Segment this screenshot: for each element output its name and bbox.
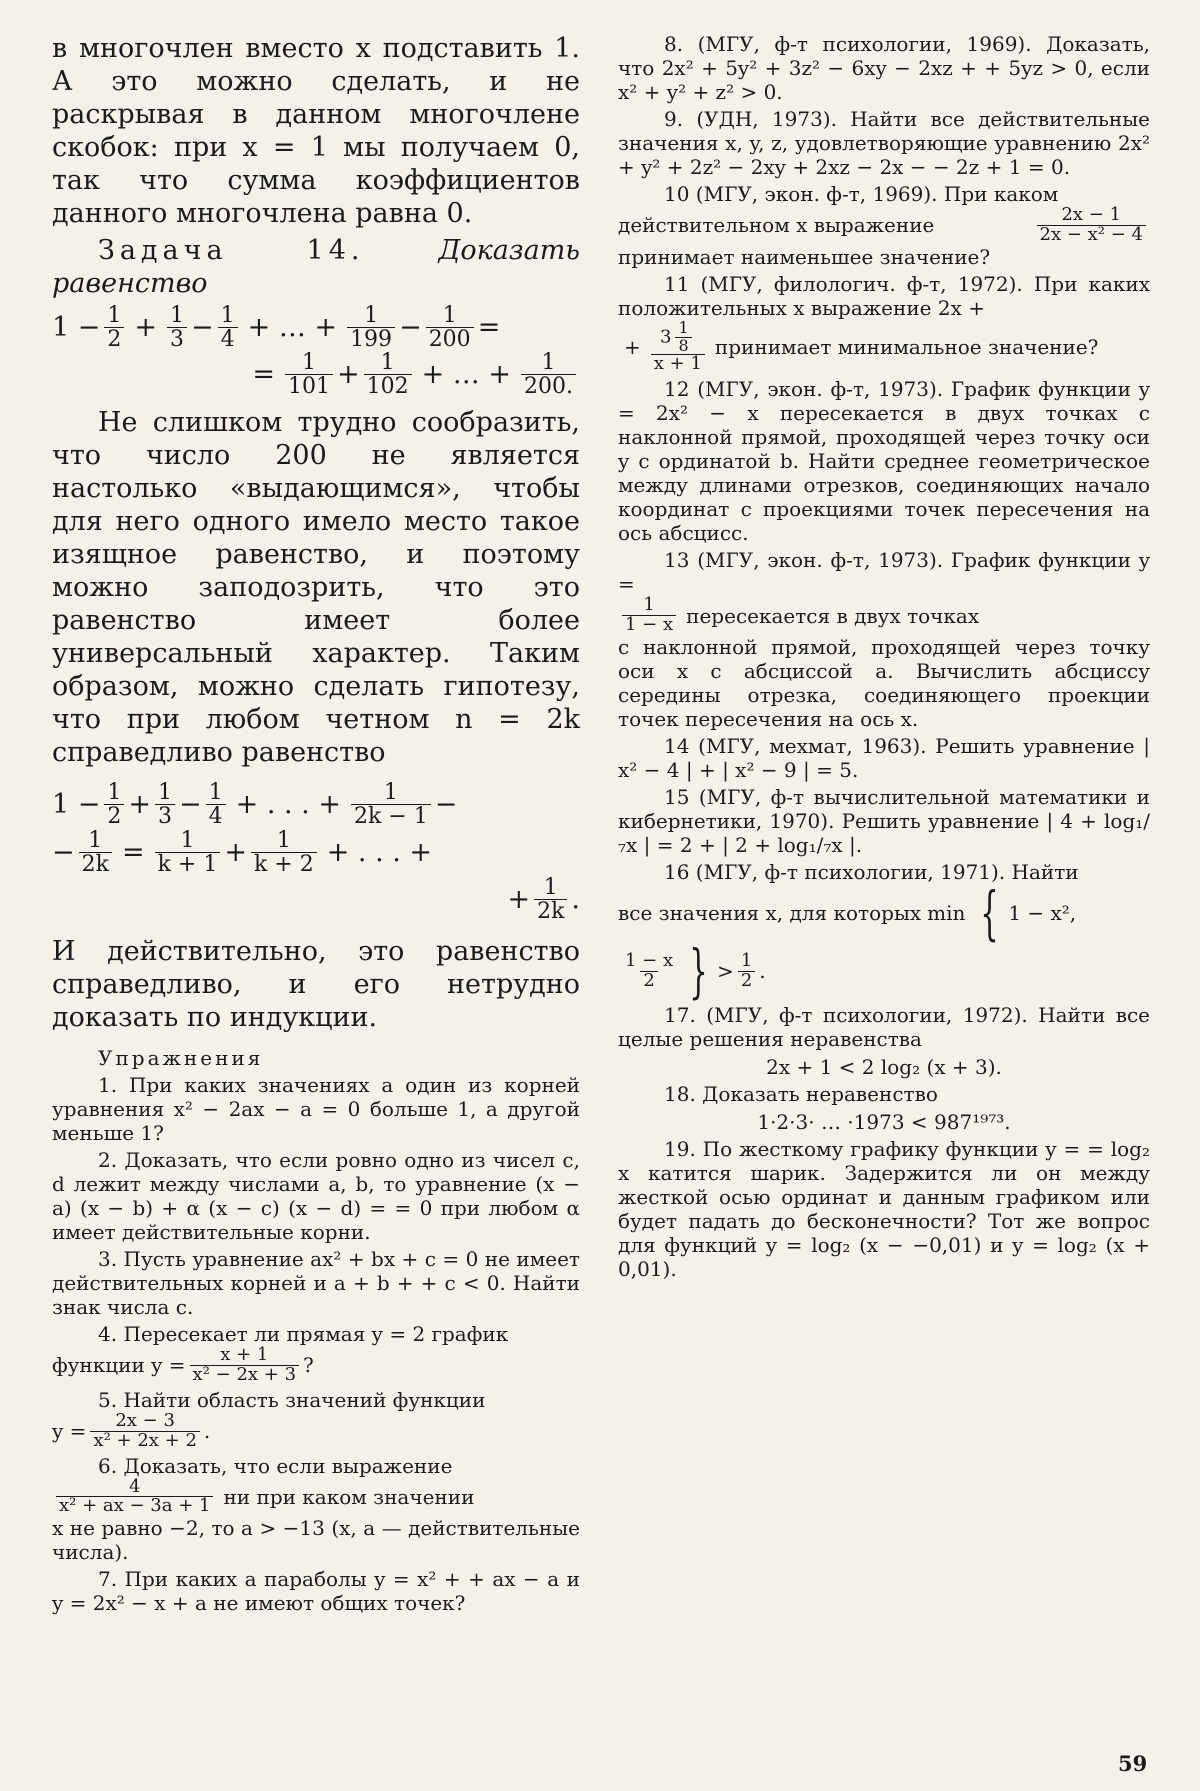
- ex5-fraction: $\frac{2x - 3}{\text{x² + 2x + 2}}$: [90, 1412, 199, 1451]
- equation-1-line-2: = $\frac{1}{101}$ + $\frac{1}{102}$ + … + $\frac{1}{200.}$: [52, 351, 580, 398]
- exercise-10-line-3: принимает наименьшее значение?: [618, 244, 991, 269]
- eq2-frac-4: $\frac{1}{2k - 1}$: [351, 781, 431, 828]
- left-column: [52, 32, 580, 1615]
- right-brace-icon: }: [689, 937, 708, 1006]
- eq1-frac-2: $\frac{1}{3}$: [167, 304, 187, 351]
- eq2-one: 1 −: [52, 789, 101, 821]
- eq1-equals-2: =: [252, 359, 275, 391]
- exercise-15: 15 (МГУ, ф-т вычислительной математики и кибернетики, 1970). Решить уравнение | 4 + log₁/₇x | = 2 + | 2 + log₁/₇x |.: [618, 785, 1150, 858]
- eq2-frac-1: $\frac{1}{2}$: [104, 781, 124, 828]
- exercise-2: 2. Доказать, что если ровно одно из чисел c, d лежит между числами a, b, то уравнение (x − a) (x − b) + α (x − c) (x − d) = = 0 при любом α имеет действительные корни.: [52, 1147, 580, 1244]
- eq1-frac-3: $\frac{1}{4}$: [218, 304, 238, 351]
- page-number: 59: [1118, 1751, 1148, 1776]
- exercises-heading: Упражнения: [98, 1045, 264, 1070]
- exercise-7: 7. При каких a параболы y = x² + + ax − a и y = 2x² − x + a не имеют общих точек?: [52, 1567, 580, 1616]
- exercise-18-text: 18. Доказать неравенство: [664, 1082, 938, 1107]
- paragraph-induction: И действительно, это равенство справедливо, и его нетрудно доказать по индукции.: [52, 935, 580, 1033]
- ex6-fraction: $\frac{4}{\text{x² + ax − 3a + 1}}$: [56, 1478, 213, 1517]
- ex5-end: .: [203, 1419, 211, 1444]
- eq2-rdots: + . . . +: [326, 836, 433, 868]
- exercise-14: 14 (МГУ, мехмат, 1963). Решить уравнение | x² − 4 | + | x² − 9 | = 5.: [618, 734, 1150, 783]
- equation-2-line-3: + $\frac{1}{2k}$ .: [507, 874, 580, 924]
- ex11-plus: +: [624, 335, 641, 360]
- eq1-rdots: + … +: [421, 359, 512, 391]
- eq2-frac-3: $\frac{1}{4}$: [206, 781, 226, 828]
- exercise-13-line-1: 13 (МГУ, экон. ф-т, 1973). График функции y =: [618, 548, 1150, 597]
- eq2-frac-r3: $\frac{1}{2k}$: [534, 876, 567, 923]
- paragraph-intro: в многочлен вместо x подставить 1. А это можно сделать, и не раскрывая в данном многочлене скобок: при x = 1 мы получаем 0, так что сумма коэффициентов данного многочлена равна 0.: [52, 33, 580, 229]
- exercise-6-line-3: x не равно −2, то a > −13 (x, a — действительные числа).: [52, 1516, 580, 1565]
- ex4-func-label: функции y =: [52, 1353, 186, 1378]
- exercise-16-line-2: [618, 879, 1150, 948]
- exercise-11-line-2: [618, 317, 1150, 375]
- eq2-frac-5: $\frac{1}{2k}$: [79, 829, 112, 876]
- ex16-min: min: [927, 901, 966, 926]
- ex5-func-label: y =: [52, 1419, 87, 1444]
- ex13-fraction: $\frac{1}{1 - x}$: [622, 596, 676, 635]
- ex16-text: все значения x, для которых: [618, 901, 922, 926]
- eq1-dots: + … +: [247, 312, 338, 344]
- ex4-question: ?: [303, 1353, 314, 1378]
- exercise-13-line-3: с наклонной прямой, проходящей через точку оси x с абсциссой a. Вычислить абсциссу середины отрезка, соединяющего проекции точек пересечения на ось x.: [618, 635, 1150, 732]
- exercise-4-line-2: [52, 1343, 580, 1385]
- task-14-label: Задача 14.: [98, 235, 365, 266]
- eq2-frac-r1: $\frac{1}{k + 1}$: [155, 829, 221, 876]
- equation-2-line-2: − $\frac{1}{2k}$ = $\frac{1}{k + 1}$ + $\frac{1}{k + 2}$ + . . . +: [52, 827, 433, 877]
- eq1-frac-r2: $\frac{1}{102}$: [364, 351, 412, 398]
- exercise-17-formula: 2x + 1 < 2 log₂ (x + 3).: [766, 1055, 1002, 1080]
- exercise-12: 12 (МГУ, экон. ф-т, 1973). График функции y = 2x² − x пересекается в двух точках с наклонной прямой, проходящей через точку оси y с ординатой b. Найти среднее геометрическое между длинами отрезков, соединяющих начало координат с проекциями точек пересечения на ось абсцисс.: [618, 377, 1150, 546]
- task-14-text: Доказать равенство: [52, 235, 580, 299]
- eq2-frac-r2: $\frac{1}{k + 2}$: [251, 829, 317, 876]
- eq2-equals: =: [121, 836, 145, 868]
- eq1-one: 1 −: [52, 312, 101, 344]
- exercise-9: 9. (УДН, 1973). Найти все действительные значения x, y, z, удовлетворяющие уравнению 2x² + y² + 2z² − 2xy + 2xz − 2x − − 2z + 1 = 0.: [618, 107, 1150, 179]
- exercise-5-line-2: [52, 1409, 580, 1451]
- exercise-4-line-1: 4. Пересекает ли прямая y = 2 график: [98, 1321, 509, 1346]
- ex4-fraction: $\frac{x + 1}{\text{x² − 2x + 3}}$: [190, 1346, 299, 1385]
- exercise-8: 8. (МГУ, ф-т психологии, 1969). Доказать, что 2x² + 5y² + 3z² − 6xy − 2xz + + 5yz > 0, если x² + y² + z² > 0.: [618, 32, 1150, 104]
- exercise-17-text: 17. (МГУ, ф-т психологии, 1972). Найти все целые решения неравенства: [618, 1003, 1150, 1052]
- ex16-end: .: [759, 959, 766, 984]
- eq2-dots: + . . . +: [235, 789, 341, 821]
- task-14-heading: [52, 234, 580, 300]
- exercise-6-line-2: [52, 1475, 580, 1517]
- exercise-16-line-3: [618, 937, 1150, 1006]
- eq1-frac-1: $\frac{1}{2}$: [104, 304, 124, 351]
- ex16-expr-1: 1 − x²,: [1008, 901, 1077, 926]
- ex11-mixed-number: 3 $\frac{1}{8}$: [657, 320, 699, 355]
- paragraph-hypothesis: Не слишком трудно сообразить, что число 200 не является настолько «выдающимся», чтобы для него одного имело место такое изящное равенство, и поэтому можно заподозрить, что это равенство имеет более универсальный характер. Таким образом, можно сделать гипотезу, что при любом четном n = 2k справедливо равенство: [52, 407, 580, 769]
- ex11-fraction: 3 $\frac{1}{8}$ x + 1: [651, 320, 705, 374]
- exercise-3: 3. Пусть уравнение ax² + bx + c = 0 не имеет действительных корней и a + b + + c < 0. Найти знак числа c.: [52, 1246, 580, 1319]
- ex10-fraction: $\frac{2x - 1}{\text{2x − x² − 4}}$: [1037, 206, 1146, 245]
- eq1-frac-r1: $\frac{1}{101}$: [285, 351, 333, 398]
- exercise-6-line-1: 6. Доказать, что если выражение: [98, 1453, 453, 1478]
- ex16-fraction-1: $\frac{1 - x}{2}$: [625, 949, 674, 991]
- exercise-10-line-1: 10 (МГУ, экон. ф-т, 1969). При каком: [664, 182, 1059, 206]
- eq1-equals: =: [477, 312, 501, 344]
- ex16-gt: >: [717, 959, 734, 984]
- ex10-text: действительном x выражение: [618, 213, 935, 238]
- eq1-frac-4: $\frac{1}{199}$: [347, 304, 395, 351]
- equation-1-line-1: 1 − $\frac{1}{2}$ + $\frac{1}{3}$ − $\frac{1}{4}$ + … + $\frac{1}{199}$ − $\frac{1}{200}$ =: [52, 303, 501, 353]
- left-brace-icon: {: [980, 879, 1000, 948]
- exercise-16-line-1: 16 (МГУ, ф-т психологии, 1971). Найти: [664, 860, 1079, 885]
- exercise-11-line-1: 11 (МГУ, филологич. ф-т, 1972). При каких положительных x выражение 2x +: [618, 271, 1150, 320]
- equation-2-line-1: 1 − $\frac{1}{2}$ + $\frac{1}{3}$ − $\frac{1}{4}$ + . . . + $\frac{1}{2k - 1}$ −: [52, 780, 458, 830]
- eq1-frac-5: $\frac{1}{200}$: [426, 304, 474, 351]
- ex6-text: ни при каком значении: [223, 1484, 475, 1509]
- exercise-19: 19. По жесткому графику функции y = = log₂ x катится шарик. Задержится ли он между жесткой осью ординат и данным графиком или будет падать до бесконечности? Тот же вопрос для функций y = log₂ (x − −0,01) и y = log₂ (x + 0,01).: [618, 1137, 1150, 1282]
- exercise-18-formula: 1·2·3· … ·1973 < 987¹⁹⁷³.: [757, 1110, 1011, 1135]
- exercise-1: 1. При каких значениях a один из корней уравнения x² − 2ax − a = 0 больше 1, а другой меньше 1?: [52, 1072, 580, 1145]
- exercise-10-line-2: [618, 206, 1150, 245]
- eq2-frac-2: $\frac{1}{3}$: [155, 781, 175, 828]
- ex13-text: пересекается в двух точках: [686, 603, 980, 628]
- ex11-text: принимает минимальное значение?: [714, 335, 1099, 360]
- exercise-13-line-2: [618, 596, 1150, 635]
- right-column: [618, 32, 1150, 1281]
- exercise-5-line-1: 5. Найти область значений функции: [98, 1387, 486, 1412]
- eq1-frac-r3: $\frac{1}{200.}$: [521, 351, 576, 398]
- ex16-fraction-2: $\frac{1}{2}$: [738, 952, 755, 991]
